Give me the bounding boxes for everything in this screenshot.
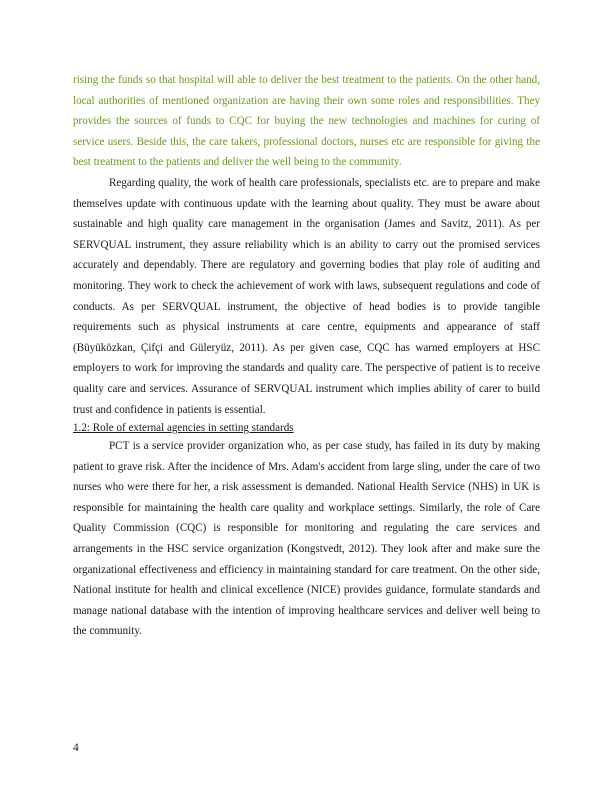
section-heading: 1.2: Role of external agencies in setting standards	[73, 422, 294, 435]
document-body	[73, 70, 540, 642]
paragraph-quality: Regarding quality, the work of health care professionals, specialists etc. are to prepare and make themselves update with continuous update with the learning about quality. They must be aware about sustainable and high quality care management in the organisation (James and Savitz, 2011). As per SERVQUAL instrument, they assure reliability which is an ability to carry out the promised services accurately and dependably. There are regulatory and governing bodies that play role of auditing and monitoring. They work to check the achievement of work with laws, subsequent regulations and code of conducts. As per SERVQUAL instrument, the objective of head bodies is to provide tangible requirements such as physical instruments at care centre, equipments and appearance of staff (Büyüközkan, Çifçi and Güleryüz, 2011). As per given case, CQC has warned employers at HSC employers to work for improving the standards and quality care. The perspective of patient is to receive quality care and services. Assurance of SERVQUAL instrument which implies ability of carer to build trust and confidence in patients is essential.	[73, 176, 540, 416]
paragraph-external-agencies: PCT is a service provider organization who, as per case study, has failed in its duty by making patient to grave risk. After the incidence of Mrs. Adam's accident from large sling, under the care of two nurses who were there for her, a risk assessment is demanded. National Health Service (NHS) in UK is responsible for maintaining the health care quality and workplace settings. Similarly, the role of Care Quality Commission (CQC) is responsible for monitoring and regulating the care services and arrangements in the HSC service organization (Kongstvedt, 2012). They look after and make sure the organizational effectiveness and efficiency in maintaining standard for care treatment. On the other side, National institute for health and clinical excellence (NICE) provides guidance, formulate standards and manage national database with the intention of improving healthcare services and deliver well being to the community.	[73, 440, 540, 638]
paragraph-funding-roles: rising the funds so that hospital will able to deliver the best treatment to the patients. On the other hand, local authorities of mentioned organization are having their own some roles and responsibilities. They provides the sources of funds to CQC for buying the new technologies and machines for curing of service users. Beside this, the care takers, professional doctors, nurses etc are responsible for giving the best treatment to the patients and deliver the well being to the community.	[73, 74, 540, 169]
page-number: 4	[73, 742, 79, 754]
